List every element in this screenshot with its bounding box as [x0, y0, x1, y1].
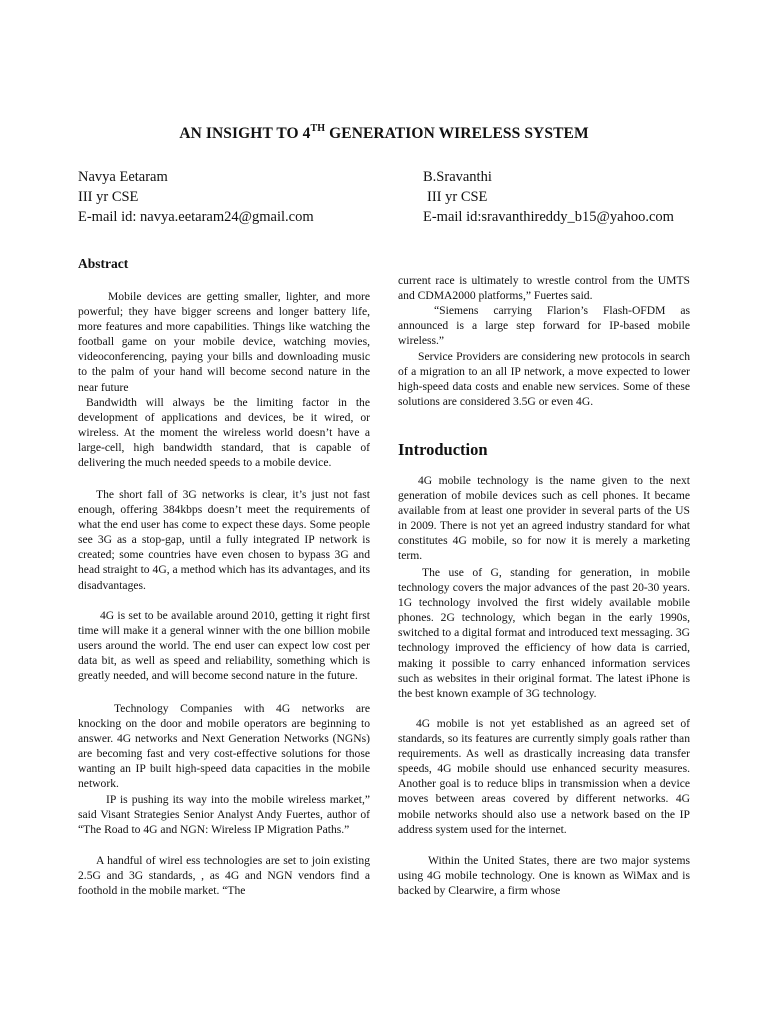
author-year: III yr CSE — [427, 189, 488, 205]
author-year: III yr CSE — [78, 189, 139, 205]
paragraph: Technology Companies with 4G networks are knocking on the door and mobile operators are beginning to answer. 4G networks and Next Generation Networks (NGNs) are becoming fast and very cost-effective solutions for those wanting an IP built high-speed data capacities in the mobile network. — [78, 702, 370, 791]
paragraph: 4G mobile technology is the name given to the next generation of mobile devices such as cell phones. It became available from at least one provider in several parts of the US in 2009. There is not yet an agreed industry standard for what constitutes 4G mobile, so for now it is merely a marketing term. — [398, 474, 690, 563]
author-block-2 — [423, 167, 674, 227]
paragraph: Service Providers are considering new protocols in search of a migration to an all IP network, a move expected to lower high-speed data costs and enable new services. Some of these solutions are considered 3.5G or even 4G. — [398, 350, 690, 409]
title-text: AN INSIGHT TO 4 — [179, 125, 311, 143]
paragraph: Within the United States, there are two major systems using 4G mobile technology. One is known as WiMax and is backed by Clearwire, a firm whose — [398, 854, 690, 898]
paragraph: The short fall of 3G networks is clear, it’s just not fast enough, offering 384kbps doesn’t meet the requirements of what the end user has come to expect these days. Some people see 3G as a stop-gap, until a fully integrated IP network is created; some countries have even chosen to bypass 3G and head straight to 4G, a method which has its advantages, and its disadvantages. — [78, 488, 370, 592]
paragraph: A handful of wirel ess technologies are set to join existing 2.5G and 3G standards, , as 4G and NGN vendors find a foothold in the mobile market. “The — [78, 854, 370, 898]
author-name: B.Sravanthi — [423, 169, 492, 185]
paragraph: 4G mobile is not yet established as an agreed set of standards, so its features are currently simply goals rather than requirements. As well as drastically increasing data transfer speeds, 4G mobile should use enhanced security measures. Another goal is to reduce blips in transmission when a device moves between areas covered by different networks. 4G mobile networks should also use a network based on the IP address system used for the internet. — [398, 717, 690, 836]
paragraph: “Siemens carrying Flarion’s Flash-OFDM as announced is a large step forward for IP-based mobile wireless.” — [398, 304, 690, 348]
introduction-heading: Introduction — [398, 440, 488, 459]
paragraph: 4G is set to be available around 2010, getting it right first time will make it a general winner with the one billion mobile users around the world. The end user can expect low cost per data bit, as well as speed and reliability, something which is greatly needed, and will become second nature in the future. — [78, 609, 370, 683]
paragraph: The use of G, standing for generation, in mobile technology covers the major advances of the past 20-30 years. 1G technology involved the first widely available mobile phones. 2G technology, which began in the early 1990s, switched to a digital format and introduced text messaging. 3G technology improved the efficiency of how data is carried, making it possible to carry enhanced information services such as websites in their original format. The latest iPhone is the best known example of 3G technology. — [398, 566, 690, 700]
abstract-heading: Abstract — [78, 256, 129, 271]
paragraph: current race is ultimately to wrestle control from the UMTS and CDMA2000 platforms,” Fuertes said. — [398, 274, 690, 303]
paper-title — [0, 124, 768, 143]
author-email: E-mail id: navya.eetaram24@gmail.com — [78, 209, 314, 225]
paragraph: IP is pushing its way into the mobile wireless market,” said Visant Strategies Senior Analyst Andy Fuertes, author of “The Road to 4G and NGN: Wireless IP Migration Paths.” — [78, 793, 370, 837]
author-block-1 — [78, 167, 314, 227]
title-text-suffix: GENERATION WIRELESS SYSTEM — [325, 125, 589, 143]
author-email: E-mail id:sravanthireddy_b15@yahoo.com — [423, 209, 674, 225]
title-superscript: TH — [310, 123, 326, 134]
author-name: Navya Eetaram — [78, 169, 168, 185]
paragraph: Bandwidth will always be the limiting factor in the development of applications and devices, be it wired, or wireless. At the moment the wireless world doesn’t have a large-cell, high bandwidth standard, that is capable of delivering the much needed speeds to a mobile device. — [78, 396, 370, 470]
paragraph: Mobile devices are getting smaller, lighter, and more powerful; they have bigger screens and longer battery life, more features and more capabilities. Things like watching the football game on your mobile device, watching movies, videoconferencing, paying your bills and downloading music to the palm of your hand will become second nature in the near future — [78, 290, 370, 394]
